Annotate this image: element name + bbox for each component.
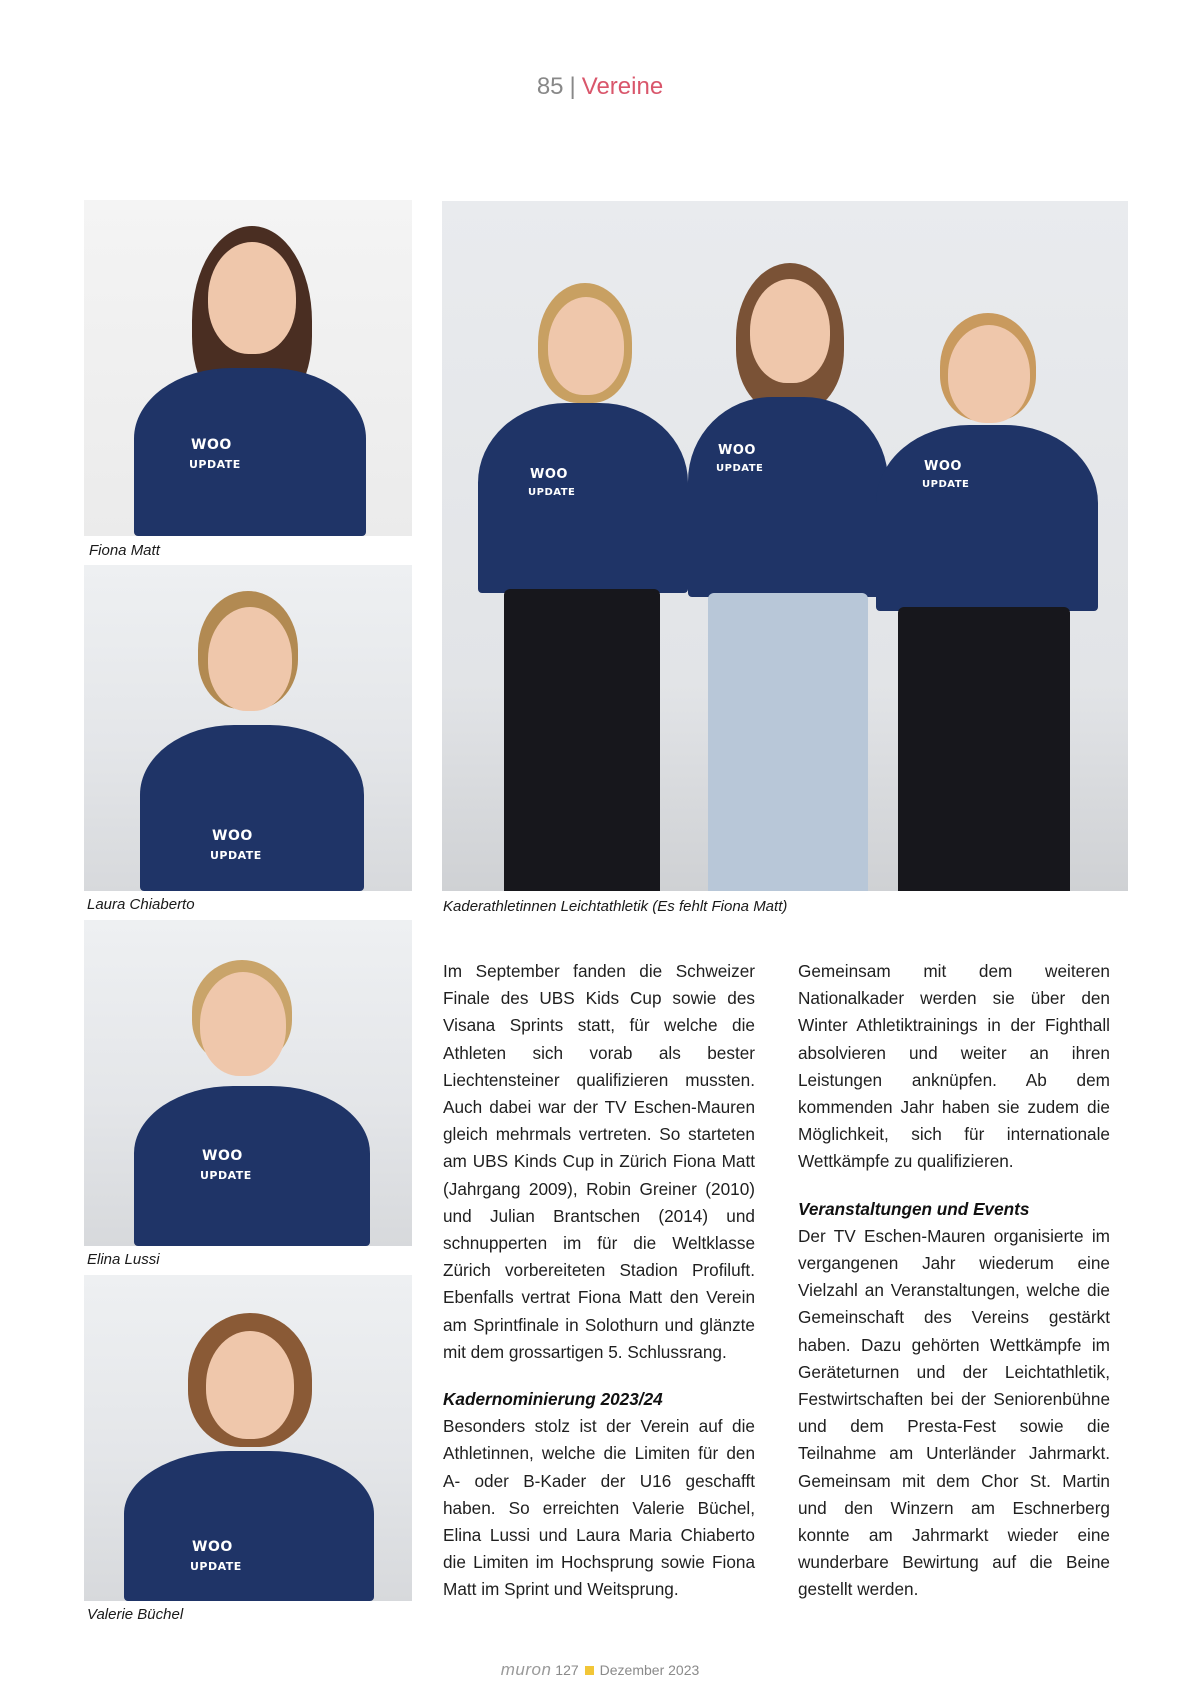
portrait-photo-valerie-buechel (84, 1275, 412, 1601)
header-separator: | (569, 73, 576, 100)
shirt-logo-woo: WOO (212, 828, 253, 844)
shirt-logo-update: UPDATE (922, 479, 970, 490)
page-footer (0, 1660, 1200, 1680)
athlete-figure (468, 279, 698, 891)
issue-date: Dezember 2023 (599, 1662, 700, 1678)
group-photo-kaderathletinnen (442, 201, 1128, 891)
athlete-figure (680, 263, 896, 891)
caption-fiona-matt: Fiona Matt (89, 542, 160, 559)
shirt-logo-update: UPDATE (200, 1169, 252, 1182)
article-paragraph: Besonders stolz ist der Verein auf die Athletinnen, welche die Limiten für den A- oder B-Kader der U16 geschafft haben. So erreichten Valerie Büchel, Elina Lussi und Laura Maria Chiaberto die Limiten im Hochsprung sowie Fiona Matt im Sprint und Weitsprung. (443, 1416, 755, 1600)
caption-elina-lussi: Elina Lussi (87, 1251, 160, 1268)
article-paragraph: Gemeinsam mit dem weiteren Nationalkader werden sie über den Winter Athletiktrainings in der Fighthall absolvieren und weiter an ihren Leistungen anknüpfen. Ab dem kommenden Jahr haben sie zudem die Möglichkeit, sich für internationale Wettkämpfe zu qualifizieren. (798, 961, 1110, 1172)
magazine-brand: muron (500, 1660, 552, 1679)
portrait-photo-fiona-matt (84, 200, 412, 536)
article-subheading-veranstaltungen: Veranstaltungen und Events (798, 1198, 1030, 1219)
article-column-left (443, 958, 755, 1604)
shirt-logo-woo: WOO (530, 467, 568, 482)
page-number: 85 (536, 73, 564, 100)
caption-valerie-buechel: Valerie Büchel (87, 1606, 184, 1623)
caption-group-photo: Kaderathletinnen Leichtathletik (Es fehlt Fiona Matt) (443, 898, 788, 915)
page-header (0, 73, 1200, 101)
shirt-logo-woo: WOO (191, 437, 232, 453)
athlete-figure (84, 920, 412, 1246)
caption-laura-chiaberto: Laura Chiaberto (87, 896, 195, 913)
athlete-figure (874, 309, 1104, 891)
article-column-right (798, 958, 1110, 1604)
article-subheading-kadernominierung: Kadernominierung 2023/24 (443, 1389, 663, 1410)
portrait-photo-elina-lussi (84, 920, 412, 1246)
section-title: Vereine (581, 73, 664, 100)
footer-square-icon (585, 1666, 594, 1675)
shirt-logo-woo: WOO (202, 1148, 243, 1164)
shirt-logo-update: UPDATE (716, 463, 764, 474)
shirt-logo-update: UPDATE (189, 458, 241, 471)
athlete-figure (84, 565, 412, 891)
article-paragraph: Der TV Eschen-Mauren organisierte im vergangenen Jahr wiederum eine Vielzahl an Veranstaltungen, welche die Gemeinschaft des Vereins gestärkt haben. Dazu gehörten Wettkämpfe im Geräteturnen und der Leichtathletik, Festwirtschaften bei der Seniorenbühne und dem Presta-Fest sowie die Teilnahme am Unterländer Jahrmarkt. Gemeinsam mit dem Chor St. Martin und den Winzern am Eschnerberg konnte am Jahrmarkt wieder eine wunderbare Bewirtung auf die Beine gestellt werden. (798, 1225, 1110, 1600)
issue-number: 127 (555, 1662, 579, 1678)
shirt-logo-update: UPDATE (190, 1560, 242, 1573)
shirt-logo-woo: WOO (718, 443, 756, 458)
article-paragraph: Im September fanden die Schweizer Finale des UBS Kids Cup sowie des Visana Sprints statt, für welche die Athleten sich vorab als bester Liechtensteiner qualifizieren mussten. Auch dabei war der TV Eschen-Mauren gleich mehrmals vertreten. So starteten am UBS Kinds Cup in Zürich Fiona Matt (Jahrgang 2009), Robin Greiner (2010) und Julian Brantschen (2014) und schnupperten im für die Weltklasse Zürich vorbereiteten Stadion Profiluft. Ebenfalls vertrat Fiona Matt den Verein am Sprintfinale in Solothurn und glänzte mit dem grossartigen 5. Schlussrang. (443, 961, 755, 1362)
shirt-logo-woo: WOO (924, 459, 962, 474)
portrait-photo-laura-chiaberto (84, 565, 412, 891)
shirt-logo-update: UPDATE (210, 849, 262, 862)
athlete-figure (84, 1275, 412, 1601)
shirt-logo-update: UPDATE (528, 487, 576, 498)
shirt-logo-woo: WOO (192, 1539, 233, 1555)
athlete-figure (84, 200, 412, 536)
